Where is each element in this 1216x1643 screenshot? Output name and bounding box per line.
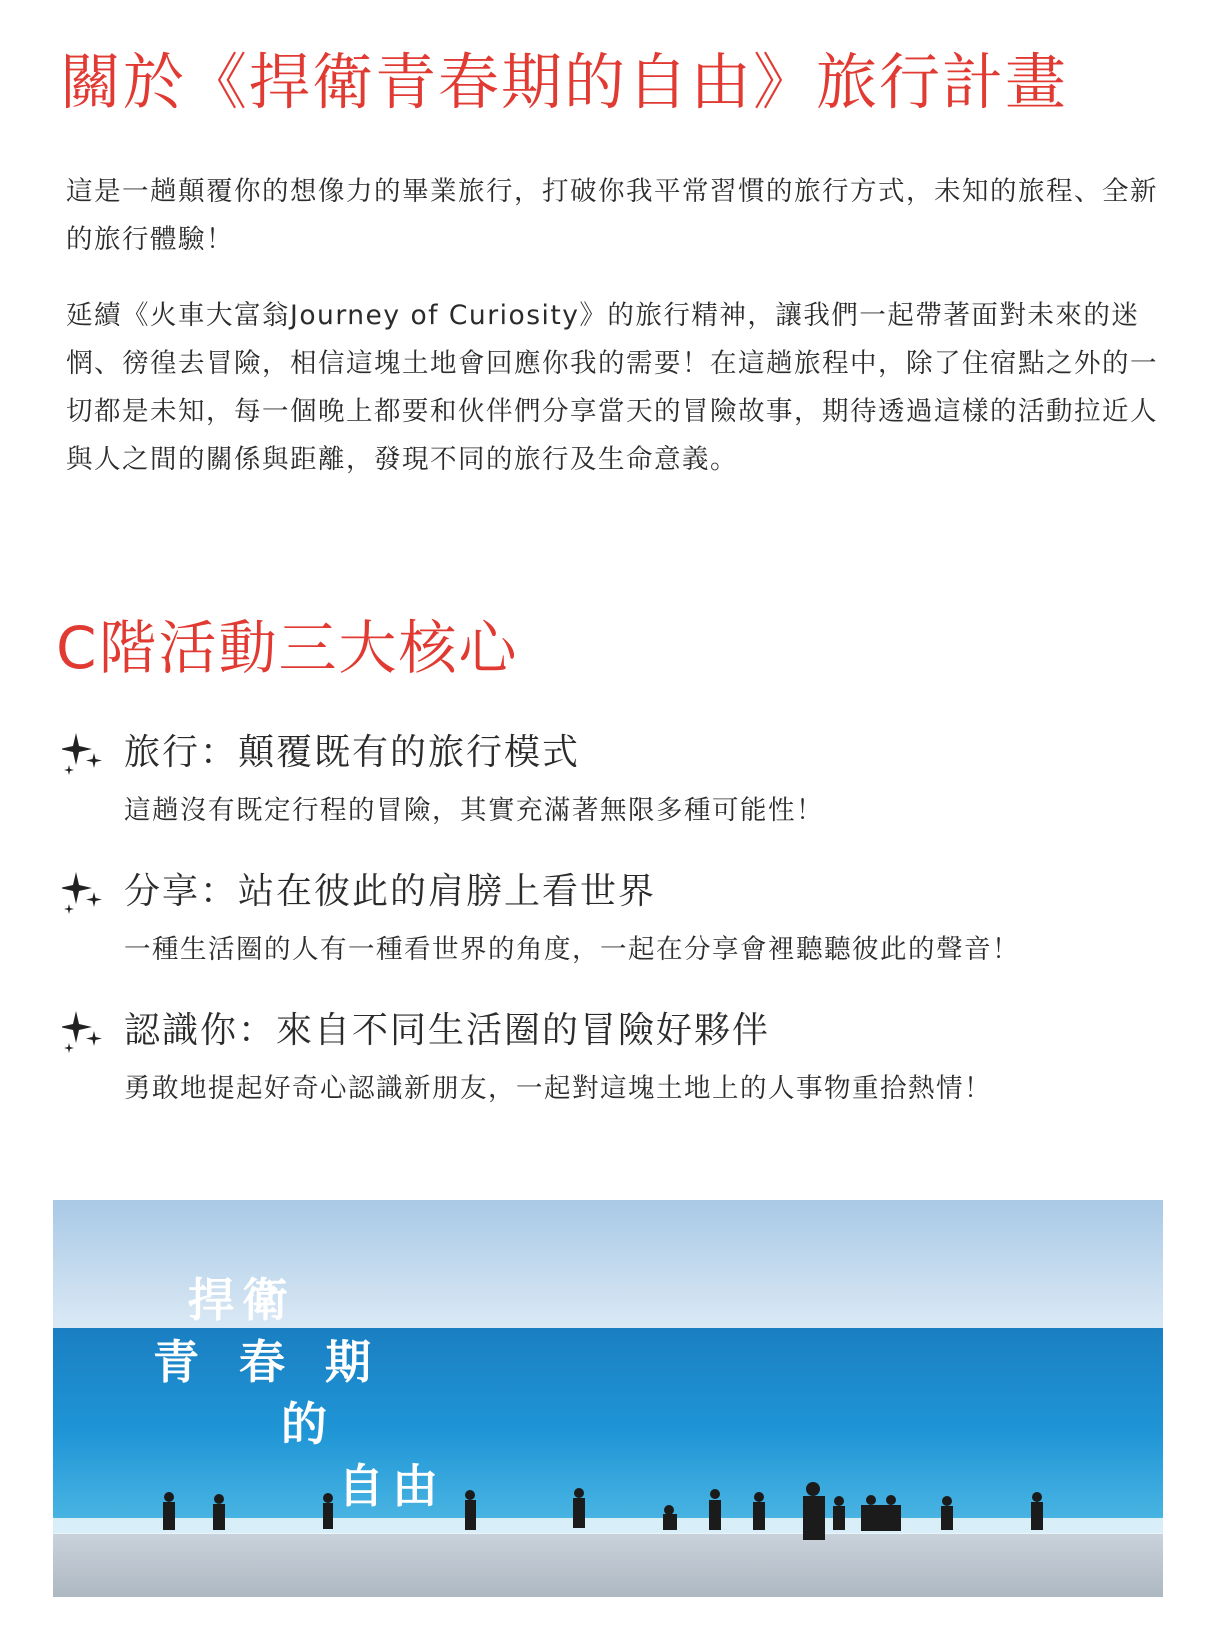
sparkle-icon <box>62 870 106 920</box>
core-title: 分享：站在彼此的肩膀上看世界 <box>124 871 657 912</box>
beach-scene <box>53 1200 1163 1597</box>
photo-title-line: 捍衛 <box>188 1273 296 1327</box>
core-desc: 這趟沒有既定行程的冒險，其實充滿著無限多種可能性！ <box>124 795 824 826</box>
intro-paragraph: 延續《火車大富翁Journey of Curiosity》的旅行精神，讓我們一起帶著面對未來的迷惘、徬徨去冒險，相信這塊土地會回應你我的需要！在這趟旅程中，除了住宿點之外的一切都是未知，每一個晚上都要和伙伴們分享當天的冒險故事，期待透過這樣的活動拉近人與人之間的關係與距離，發現不同的旅行及生命意義。 <box>66 300 1158 475</box>
page-title: 關於《捍衛青春期的自由》旅行計畫 <box>60 47 1069 118</box>
core-desc: 勇敢地提起好奇心認識新朋友，一起對這塊土地上的人事物重拾熱情！ <box>124 1073 992 1104</box>
beach-photo <box>53 1200 1163 1597</box>
photo-title-line: 青春期 <box>153 1335 411 1389</box>
core-title: 認識你：來自不同生活圈的冒險好夥伴 <box>124 1010 771 1051</box>
sparkle-icon <box>62 731 106 781</box>
photo-title-line: 的 <box>281 1397 335 1451</box>
intro-paragraph: 這是一趟顛覆你的想像力的畢業旅行，打破你我平常習慣的旅行方式，未知的旅程、全新的旅行體驗！ <box>66 176 1158 255</box>
section-title: C階活動三大核心 <box>56 614 519 682</box>
core-desc: 一種生活圈的人有一種看世界的角度，一起在分享會裡聽聽彼此的聲音！ <box>124 934 1020 965</box>
photo-title-line: 自由 <box>338 1459 446 1513</box>
core-title: 旅行：顛覆既有的旅行模式 <box>124 732 581 773</box>
sparkle-icon <box>62 1009 106 1059</box>
